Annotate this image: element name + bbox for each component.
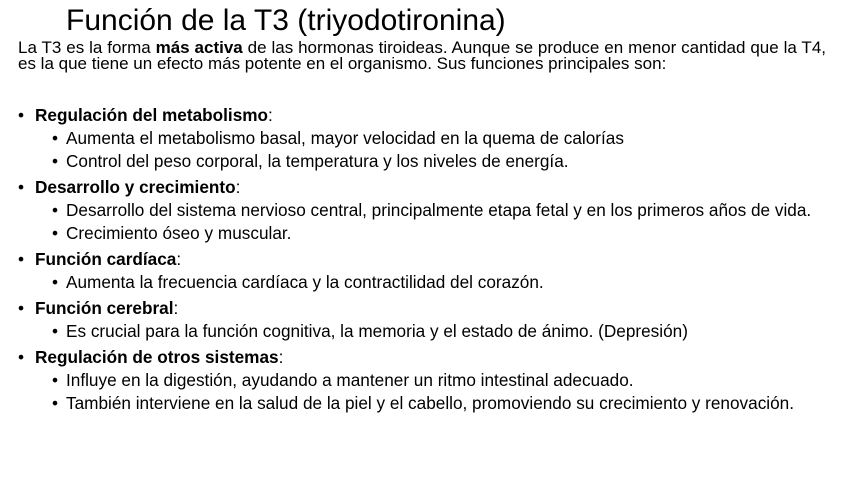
- bullet-icon: •: [18, 105, 25, 125]
- bullet-icon: •: [52, 223, 59, 243]
- list-item: [35, 150, 829, 173]
- point-list: [35, 369, 829, 415]
- point-text: También interviene en la salud de la piel y el cabello, promoviendo su crecimiento y renovación.: [66, 393, 795, 413]
- bullet-icon: •: [52, 200, 59, 220]
- bullet-icon: •: [52, 393, 59, 413]
- topic-heading: Función cardíaca: [35, 249, 177, 269]
- list-item: [35, 392, 829, 415]
- point-list: [35, 320, 829, 343]
- bullet-icon: •: [52, 370, 59, 390]
- point-list: [35, 199, 829, 245]
- bullet-icon: •: [52, 321, 59, 341]
- intro-text-end: de las hormonas tiroideas. Aunque se produce en menor cantidad que la T4, es la que tiene un efecto más potente en el organismo. Sus funciones principales son:: [18, 38, 826, 73]
- topic-colon: :: [176, 249, 182, 269]
- topic-colon: :: [173, 298, 179, 318]
- point-text: Crecimiento óseo y muscular.: [66, 223, 292, 243]
- bullet-icon: •: [18, 177, 25, 197]
- topic-brain: [17, 297, 829, 343]
- list-item: [35, 369, 829, 392]
- point-text: Aumenta el metabolismo basal, mayor velocidad en la quema de calorías: [66, 128, 624, 148]
- intro-text-start: La T3 es la forma: [18, 38, 156, 57]
- topic-heading: Desarrollo y crecimiento: [35, 177, 236, 197]
- topic-colon: :: [268, 105, 273, 125]
- bullet-icon: •: [18, 298, 25, 318]
- bullet-icon: •: [52, 128, 59, 148]
- point-text: Control del peso corporal, la temperatura y los niveles de energía.: [66, 151, 569, 171]
- topic-heading: Regulación de otros sistemas: [35, 347, 279, 367]
- point-list: [35, 127, 829, 173]
- list-item: [35, 271, 829, 294]
- topic-development: [17, 176, 829, 245]
- point-text: Desarrollo del sistema nervioso central, principalmente etapa fetal y en los primeros años de vida.: [66, 200, 812, 220]
- point-text: Es crucial para la función cognitiva, la memoria y el estado de ánimo. (Depresión): [66, 321, 688, 341]
- topic-colon: :: [278, 347, 284, 367]
- bullet-icon: •: [18, 347, 25, 367]
- intro-emphasis: más activa: [155, 38, 243, 57]
- point-text: Influye en la digestión, ayudando a mantener un ritmo intestinal adecuado.: [66, 370, 634, 390]
- function-list: [17, 104, 829, 418]
- topic-other-systems: [17, 346, 829, 415]
- bullet-icon: •: [52, 272, 59, 292]
- topic-heading: Función cerebral: [35, 298, 174, 318]
- intro-paragraph: [18, 40, 826, 72]
- list-item: [35, 320, 829, 343]
- topic-heading: Regulación del metabolismo: [35, 105, 269, 125]
- point-text: Aumenta la frecuencia cardíaca y la contractilidad del corazón.: [66, 272, 544, 292]
- bullet-icon: •: [18, 249, 25, 269]
- topic-colon: :: [235, 177, 241, 197]
- point-list: [35, 271, 829, 294]
- topic-metabolism: [17, 104, 829, 173]
- list-item: [35, 127, 829, 150]
- slide-title: Función de la T3 (triyodotironina): [66, 4, 506, 37]
- bullet-icon: •: [52, 151, 59, 171]
- list-item: [35, 222, 829, 245]
- topic-cardiac: [17, 248, 829, 294]
- list-item: [35, 199, 829, 222]
